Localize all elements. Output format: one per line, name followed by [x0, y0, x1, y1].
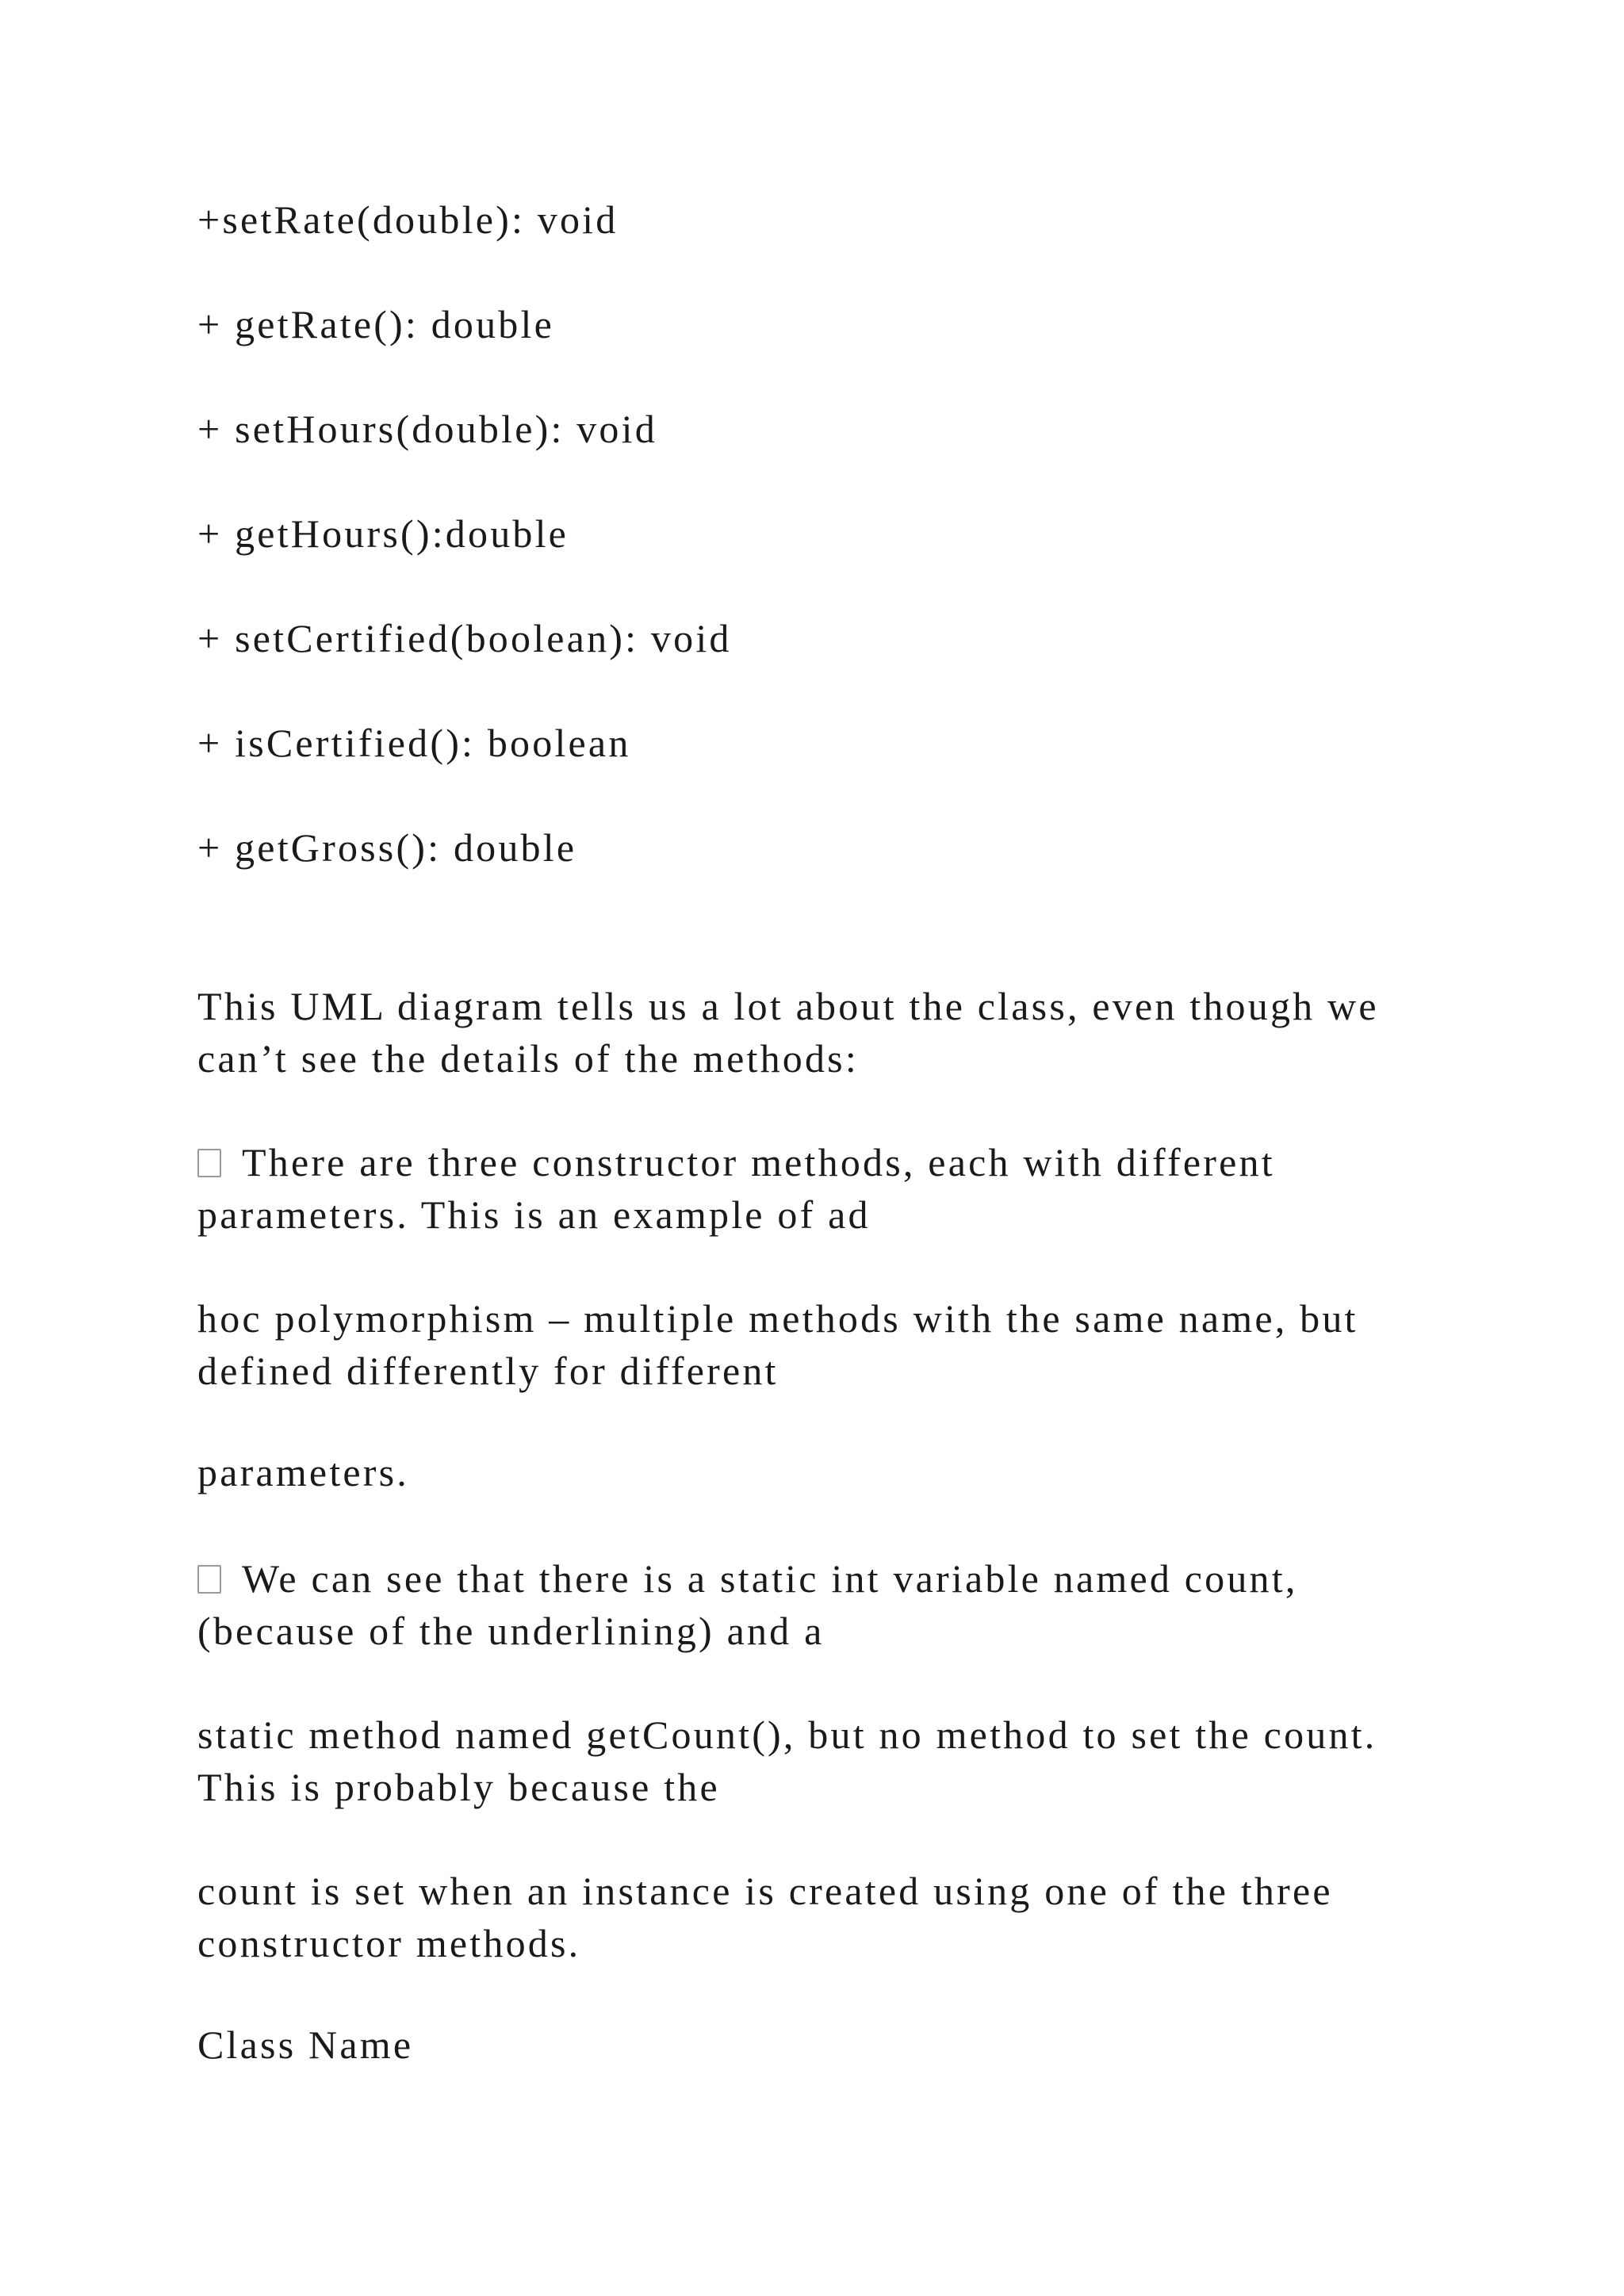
- getcount-line-2: This is probably because the: [197, 1765, 720, 1809]
- method-set-rate: +setRate(double): void: [197, 197, 619, 242]
- method-set-certified: + setCertified(boolean): void: [197, 616, 732, 660]
- class-name-label: Class Name: [197, 2022, 414, 2067]
- intro-paragraph: [197, 980, 1514, 1085]
- method-get-hours: + getHours():double: [197, 511, 569, 556]
- bullet-constructors: [197, 1136, 1514, 1241]
- count-set-line-1: count is set when an instance is created using one of the three: [197, 1869, 1333, 1913]
- missing-glyph-icon: [197, 1565, 221, 1594]
- missing-glyph-icon: [197, 1149, 221, 1177]
- count-set-paragraph: [197, 1865, 1514, 1969]
- bullet-static-line-1: We can see that there is a static int variable named count,: [242, 1556, 1298, 1601]
- polymorphism-line-1: hoc polymorphism – multiple methods with the same name, but: [197, 1296, 1358, 1341]
- parameters-line: parameters.: [197, 1450, 410, 1494]
- polymorphism-line-2: defined differently for different: [197, 1349, 779, 1393]
- method-get-rate: + getRate(): double: [197, 302, 554, 346]
- bullet-constructors-line-2: parameters. This is an example of ad: [197, 1192, 871, 1237]
- intro-line-1: This UML diagram tells us a lot about the class, even though we: [197, 984, 1379, 1028]
- bullet-static-count: [197, 1552, 1514, 1657]
- bullet-static-line-2: (because of the underlining) and a: [197, 1609, 825, 1653]
- bullet-constructors-line-1: There are three constructor methods, each with different: [242, 1140, 1275, 1184]
- method-set-hours: + setHours(double): void: [197, 407, 657, 451]
- getcount-paragraph: [197, 1709, 1514, 1813]
- polymorphism-paragraph: [197, 1292, 1514, 1397]
- count-set-line-2: constructor methods.: [197, 1921, 581, 1965]
- getcount-line-1: static method named getCount(), but no method to set the count.: [197, 1712, 1377, 1757]
- method-is-certified: + isCertified(): boolean: [197, 721, 631, 765]
- method-get-gross: + getGross(): double: [197, 825, 577, 870]
- intro-line-2: can’t see the details of the methods:: [197, 1036, 859, 1081]
